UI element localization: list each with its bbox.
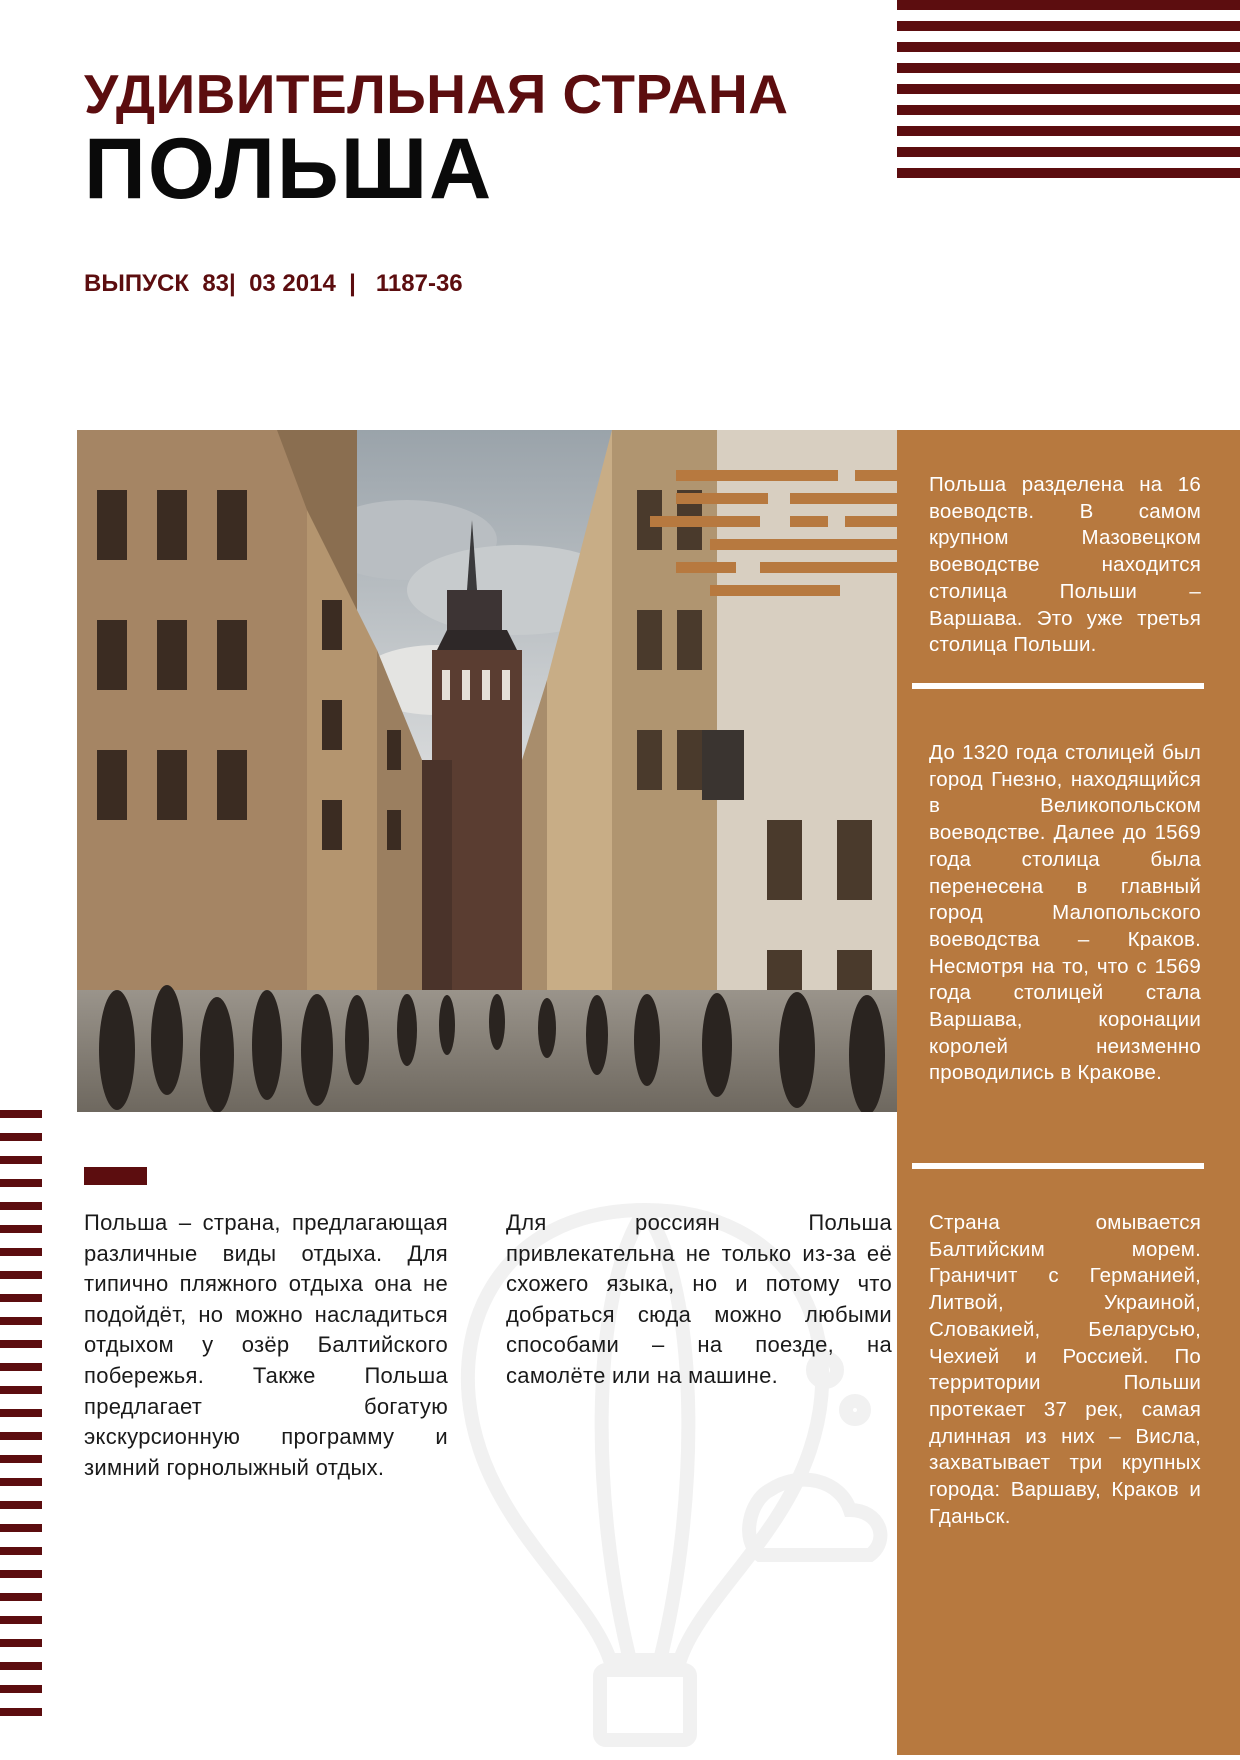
page-kicker: УДИВИТЕЛЬНАЯ СТРАНА (84, 63, 789, 125)
sidebar-paragraph-history: До 1320 года столицей был город Гнезно, находящийся в Великопольском воеводстве. Далее до 1569 года столица была перенесена в главный город Малопольского воеводства – Краков. Несмотря на то, что с 1569 года столицей стала Варшава, коронации королей неизменно проводились в Кракове. (929, 741, 1201, 1085)
sidebar-paragraph-geography: Страна омывается Балтийским морем. Граничит с Германией, Литвой, Украиной, Словакией, Беларусью, Чехией и Россией. По территории Польши протекает 37 рек, самая длинная из них – Висла, захватывает три крупных города: Варшаву, Краков и Гданьск. (929, 1211, 1201, 1528)
decorative-stripes-left (0, 1110, 42, 1755)
decorative-stripes-top (897, 0, 1240, 195)
sidebar-paragraph-regions: Польша разделена на 16 воеводств. В самом крупном Мазовецком воеводстве находится столица Польши – Варшава. Это уже третья столица Польши. (929, 473, 1201, 657)
section-accent-bar (84, 1167, 147, 1185)
body-column-right: Для россиян Польша привлекательна не только из-за её схожего языка, но и потому что добраться сюда можно любыми способами – на поезде, на самолёте или на машине. (506, 1210, 892, 1388)
issue-info: ВЫПУСК 83| 03 2014 | 1187-36 (84, 270, 463, 297)
body-column-left: Польша – страна, предлагающая различные виды отдыха. Для типично пляжного отдыха она не подойдёт, но можно насладиться отдыхом у озёр Балтийского побережья. Также Польша предлагает богатую экскурсионную программу и зимний горнолыжный отдых. (84, 1210, 448, 1480)
sidebar-divider (912, 683, 1204, 689)
decorative-bars (650, 470, 900, 605)
info-sidebar (897, 430, 1240, 1755)
sidebar-divider (912, 1163, 1204, 1169)
page-title: ПОЛЬША (84, 121, 494, 217)
